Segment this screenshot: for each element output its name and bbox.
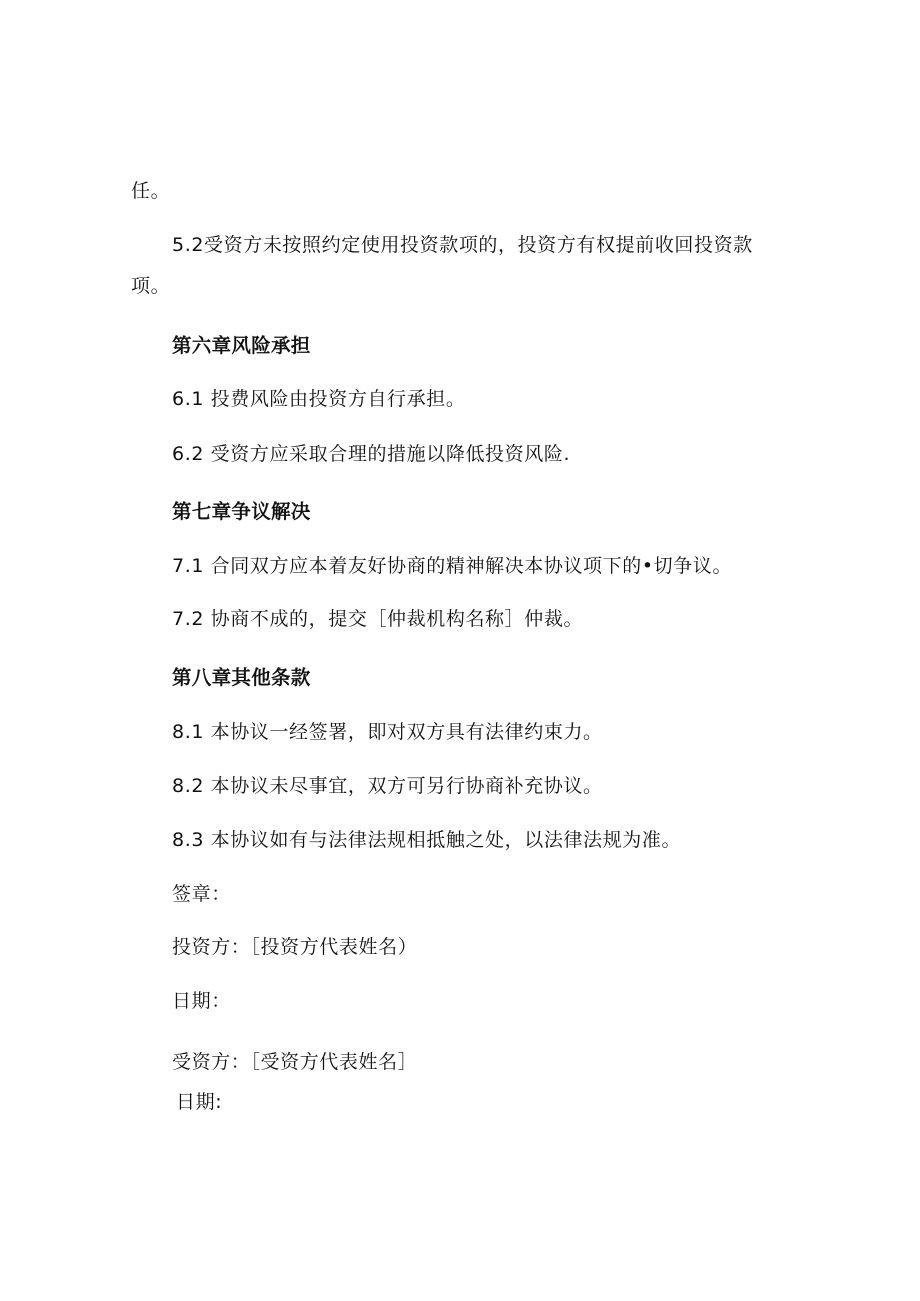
investor-signature: 投资方：［投资方代表姓名）: [172, 936, 418, 958]
chapter-6-title: 第六章风险承担: [172, 334, 311, 357]
clause-7-1: 7.1 合同双方应本着友好协商的精神解决本协议项下的•切争议。: [172, 555, 733, 577]
clause-8-1: 8.1 本协议一经签署，即对双方具有法律约束力。: [172, 721, 603, 743]
clause-8-2: 8.2 本协议未尽事宜，双方可另行协商补充协议。: [172, 775, 603, 797]
investee-date: 日期:: [176, 1091, 223, 1113]
clause-8-3: 8.3 本协议如有与法律法规相抵触之处，以法律法规为准。: [172, 829, 682, 851]
clause-5-2-line-1: 5.2受资方未按照约定使用投资款项的，投资方有权提前收回投资款: [172, 234, 753, 256]
clause-6-2: 6.2 受资方应采取合理的措施以降低投资风险.: [172, 443, 571, 465]
clause-5-2-line-2: 项。: [131, 275, 171, 297]
signature-label: 签章：: [172, 883, 231, 905]
chapter-8-title: 第八章其他条款: [172, 666, 311, 689]
chapter-7-title: 第七章争议解决: [172, 500, 311, 523]
clause-6-1: 6.1 投费风险由投资方自行承担。: [172, 388, 466, 410]
clause-7-2: 7.2 协商不成的，提交［仲裁机构名称］仲裁。: [172, 608, 584, 630]
investee-signature: 受资方：［受资方代表姓名］: [172, 1051, 418, 1073]
clause-5-1-continuation: 任。: [131, 180, 171, 202]
investor-date: 日期：: [172, 990, 231, 1012]
